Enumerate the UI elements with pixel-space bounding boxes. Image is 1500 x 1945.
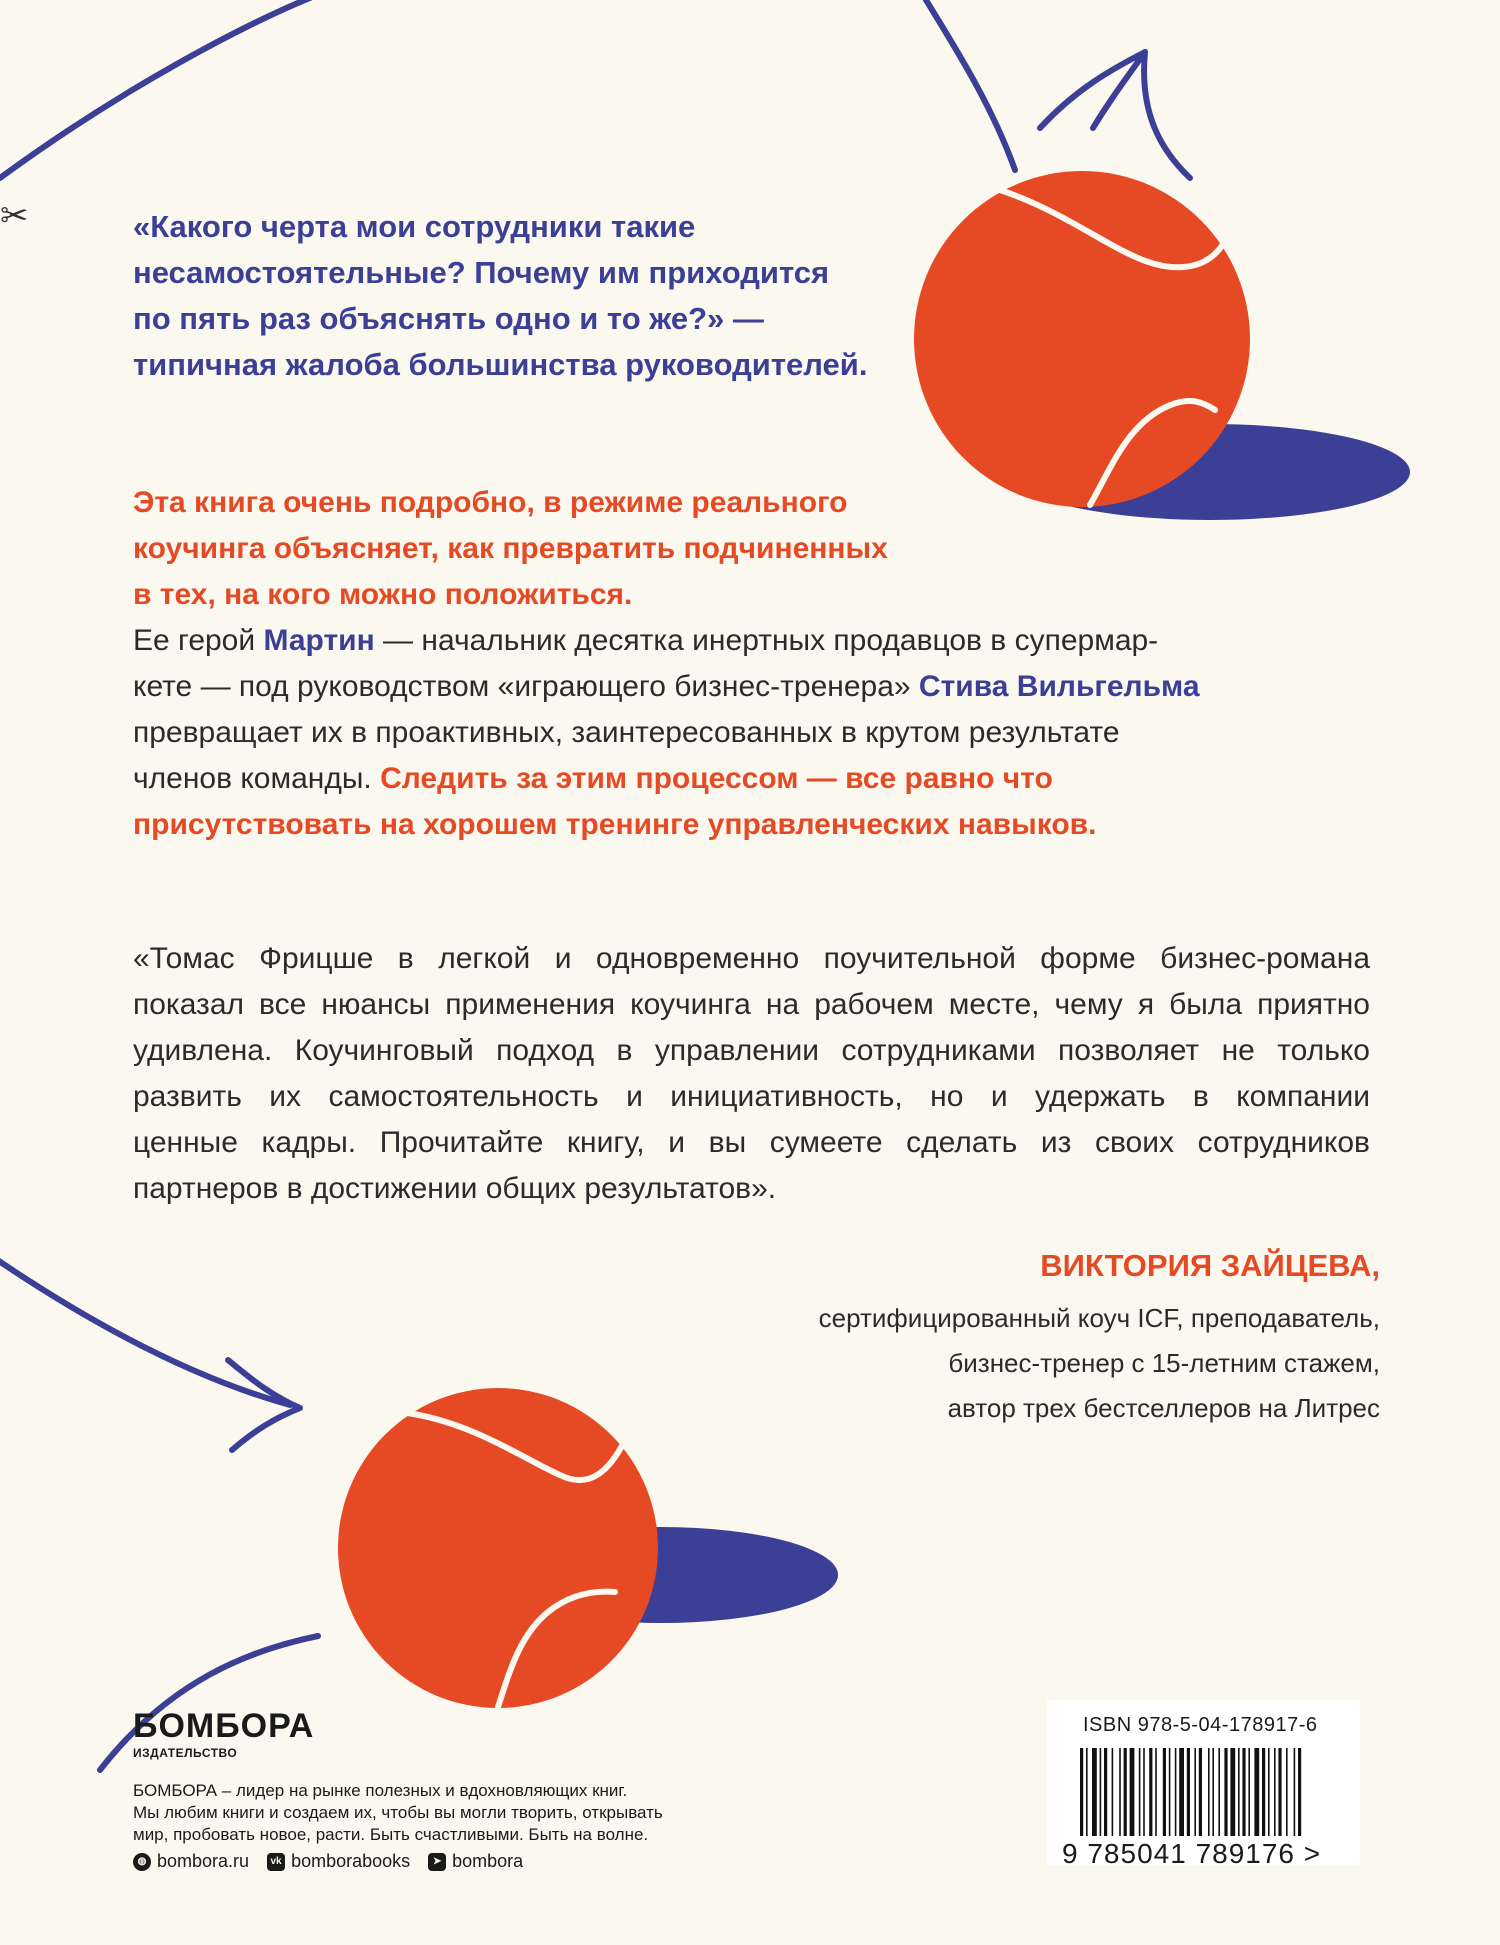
arrow-line-lower <box>0 1255 290 1405</box>
social-label: bombora <box>452 1851 524 1871</box>
publisher-socials <box>133 1851 523 1872</box>
desc-line <box>133 756 1353 802</box>
social-website[interactable] <box>133 1851 249 1872</box>
publisher-logo-subtitle: ИЗДАТЕЛЬСТВО <box>133 1746 238 1760</box>
tennis-ball-upper <box>914 171 1250 507</box>
barcode-digits: 9 785041 789176 > <box>1062 1838 1322 1869</box>
desc-line <box>133 618 1353 664</box>
quote-line: удивлена. Коучинговый подход в управлении сотрудниками позволяет не только <box>133 1034 1370 1067</box>
desc-text: кете — под руководством «играющего бизнес-тренера» <box>133 670 919 703</box>
scissors-icon: ✂ <box>0 197 29 235</box>
quote-line: партнеров в достижении общих результатов». <box>133 1172 777 1205</box>
intro-quote <box>133 204 933 388</box>
author-name: ВИКТОРИЯ ЗАЙЦЕВА, <box>1040 1248 1380 1283</box>
intro-line: типичная жалоба большинства руководителей. <box>133 347 868 382</box>
publisher-description <box>133 1780 663 1846</box>
social-label: bomborabooks <box>291 1851 411 1871</box>
social-vk[interactable] <box>267 1851 410 1872</box>
intro-line: по пять раз объяснять одно и то же?» — <box>133 301 764 336</box>
arrow-head-top <box>1040 52 1190 178</box>
isbn-label: ISBN 978-5-04-178917-6 <box>1083 1714 1318 1736</box>
lead-line: коучинга объясняет, как превратить подчиненных <box>133 532 888 565</box>
arrow-head-lower <box>228 1360 300 1450</box>
book-description <box>133 480 1353 848</box>
globe-icon: ◍ <box>133 1853 151 1871</box>
desc-line <box>133 664 1353 710</box>
desc-text: превращает их в проактивных, заинтересованных в крутом результате <box>133 716 1120 749</box>
publisher-logo <box>133 1708 314 1760</box>
hero-name: Мартин <box>263 624 375 657</box>
coach-name: Стива Вильгельма <box>918 670 1200 703</box>
quote-line: показал все нюансы применения коучинга на рабочем месте, чему я была приятно <box>133 988 1370 1021</box>
desc-text: членов команды. <box>133 762 381 795</box>
closing-text: Следить за этим процессом — все равно что <box>380 762 1053 795</box>
author-role-line: сертифицированный коуч ICF, преподаватель, <box>818 1303 1380 1333</box>
barcode-bars <box>1080 1748 1352 1840</box>
telegram-icon: ➤ <box>428 1853 446 1871</box>
lead-line: Эта книга очень подробно, в режиме реального <box>133 486 848 519</box>
tennis-ball-lower <box>338 1388 658 1708</box>
desc-text: Ее герой <box>133 624 264 657</box>
social-telegram[interactable] <box>428 1851 523 1872</box>
arrow-line-top-left <box>0 0 330 178</box>
lead-line: в тех, на кого можно положиться. <box>133 578 633 611</box>
quote-line: ценные кадры. Прочитайте книгу, и вы сумеете сделать из своих сотрудников <box>133 1126 1370 1159</box>
endorsement-quote <box>133 936 1370 1212</box>
social-label: bombora.ru <box>157 1851 250 1871</box>
publisher-logo-text: БОМБОРА <box>133 1707 315 1745</box>
vk-icon: vk <box>267 1853 285 1871</box>
quote-line: развить их самостоятельность и инициативность, но и удержать в компании <box>133 1080 1370 1113</box>
arrow-line-top <box>920 0 1015 170</box>
author-credentials <box>819 1296 1380 1431</box>
publisher-desc-line: Мы любим книги и создаем их, чтобы вы могли творить, открывать <box>133 1803 663 1822</box>
desc-text: — начальник десятка инертных продавцов в супермар- <box>374 624 1159 657</box>
publisher-desc-line: БОМБОРА – лидер на рынке полезных и вдохновляющих книг. <box>133 1781 628 1800</box>
publisher-desc-line: мир, пробовать новое, расти. Быть счастливыми. Быть на волне. <box>133 1825 649 1844</box>
author-role-line: бизнес-тренер с 15-летним стажем, <box>948 1348 1380 1378</box>
author-role-line: автор трех бестселлеров на Литрес <box>947 1393 1380 1423</box>
quote-line: «Томас Фрицше в легкой и одновременно поучительной форме бизнес-романа <box>133 942 1370 975</box>
intro-line: несамостоятельные? Почему им приходится <box>133 255 830 290</box>
intro-line: «Какого черта мои сотрудники такие <box>133 209 696 244</box>
closing-text: присутствовать на хорошем тренинге управленческих навыков. <box>133 808 1097 841</box>
